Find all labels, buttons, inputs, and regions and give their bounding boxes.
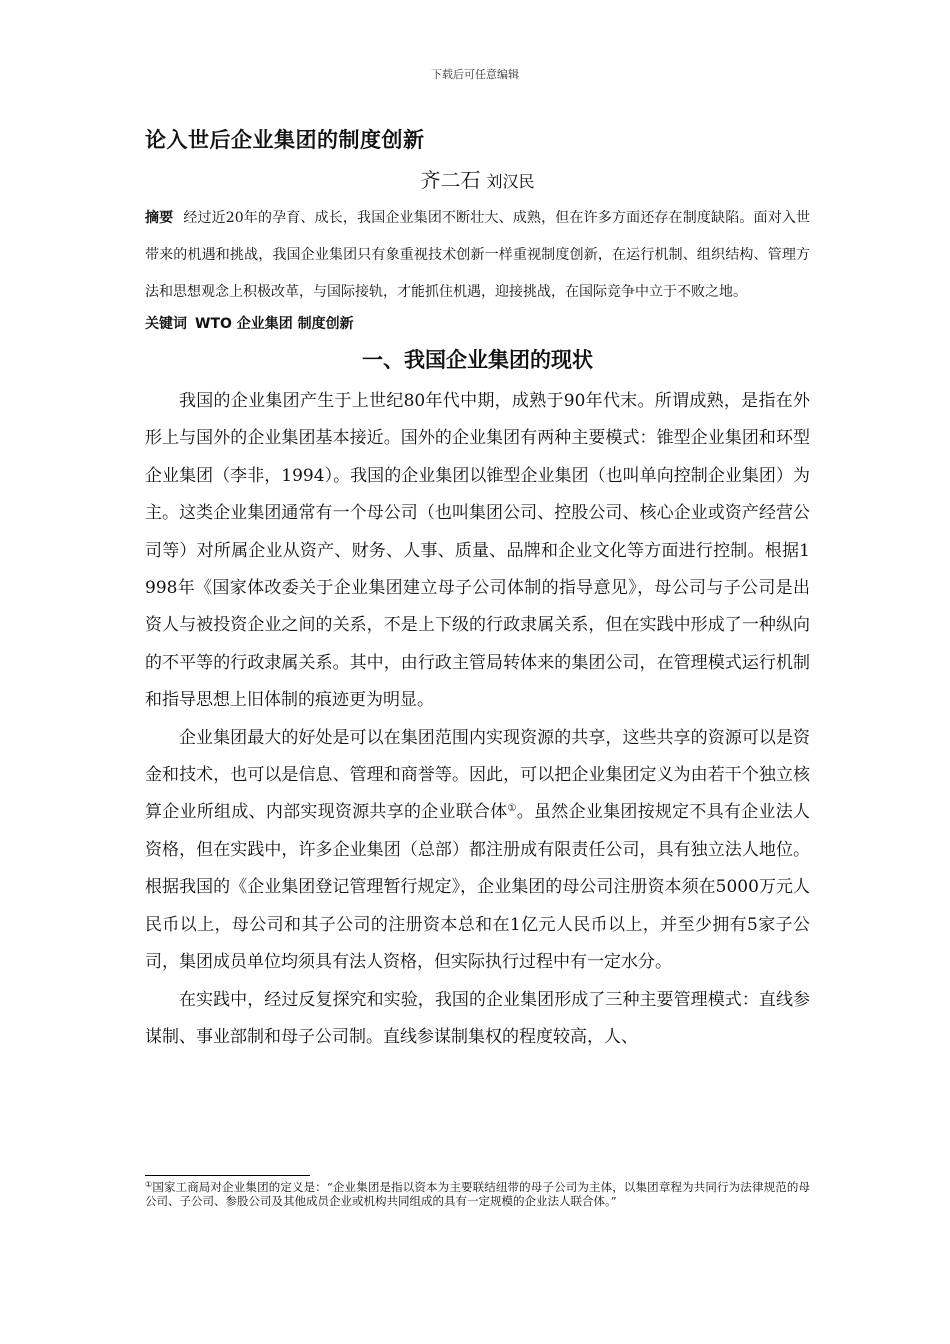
footnote-marker: ① xyxy=(145,1180,153,1189)
paragraph-3: 在实践中，经过反复探究和实验，我国的企业集团形成了三种主要管理模式：直线参谋制、事业部制和母子公司制。直线参谋制集权的程度较高，人、 xyxy=(145,989,810,1047)
author-primary: 齐二石 xyxy=(420,168,481,192)
footnote xyxy=(145,1180,810,1208)
author-secondary: 刘汉民 xyxy=(486,172,535,191)
paragraph-1: 我国的企业集团产生于上世纪80年代中期，成熟于90年代末。所谓成熟，是指在外形上与国外的企业集团基本接近。国外的企业集团有两种主要模式：锥型企业集团和环型企业集团（李非，1994）。我国的企业集团以锥型企业集团（也叫单向控制企业集团）为主。这类企业集团通常有一个母公司（也叫集团公司、控股公司、核心企业或资产经营公司等）对所属企业从资产、财务、人事、质量、品牌和企业文化等方面进行控制。根据1998年《国家体改委关于企业集团建立母子公司体制的指导意见》，母公司与子公司是出资人与被投资企业之间的关系，不是上下级的行政隶属关系，但在实践中形成了一种纵向的不平等的行政隶属关系。其中，由行政主管局转体来的集团公司，在管理模式运行机制和指导思想上旧体制的痕迹更为明显。 xyxy=(145,391,810,711)
footnote-text: 国家工商局对企业集团的定义是：“企业集团是指以资本为主要联结纽带的母子公司为主体，以集团章程为共同行为法律规范的母公司、子公司、参股公司及其他成员企业或机构共同组成的具有一定规模的企业法人联合体。” xyxy=(145,1180,810,1208)
keywords-text: WTO 企业集团 制度创新 xyxy=(195,316,354,332)
article-body xyxy=(145,118,810,1056)
article-title: 论入世后企业集团的制度创新 xyxy=(145,128,425,152)
paragraph-2-rest: 。虽然企业集团按规定不具有企业法人资格，但在实践中，许多企业集团（总部）都注册成有限责任公司，具有独立法人地位。根据我国的《企业集团登记管理暂行规定》，企业集团的母公司注册资本须在5000万元人民币以上，母公司和其子公司的注册资本总和在1亿元人民币以上，并至少拥有5家子公司，集团成员单位均须具有法人资格，但实际执行过程中有一定水分。 xyxy=(145,802,811,973)
author-line xyxy=(145,162,810,198)
keywords xyxy=(145,311,810,337)
header-note: 下载后可任意编辑 xyxy=(431,68,519,81)
abstract-label: 摘要 xyxy=(145,210,174,226)
abstract-text: 经过近20年的孕育、成长，我国企业集团不断壮大、成熟，但在许多方面还存在制度缺陷。面对入世带来的机遇和挑战，我国企业集团只有象重视技术创新一样重视制度创新，在运行机制、组织结构、管理方法和思想观念上积极改革，与国际接轨，才能抓住机遇，迎接挑战，在国际竞争中立于不败之地。 xyxy=(145,210,811,300)
section-heading: 一、我国企业集团的现状 xyxy=(362,348,593,372)
abstract xyxy=(145,200,810,311)
footnote-divider xyxy=(145,1175,310,1176)
footnote-reference[interactable]: ① xyxy=(507,803,517,815)
keywords-label: 关键词 xyxy=(145,316,187,332)
paragraph-2-lead: 企业集团最大的好处是可以在集团范围内实现资源的共享，这些共享的资源可以是资金和技术，也可以是信息、管理和商誉等。因此，可以把企业集团定义为由若干个独立核算企业所组成、内部实现资源共享的企业联合体 xyxy=(145,727,810,823)
paragraph-2 xyxy=(145,720,810,982)
